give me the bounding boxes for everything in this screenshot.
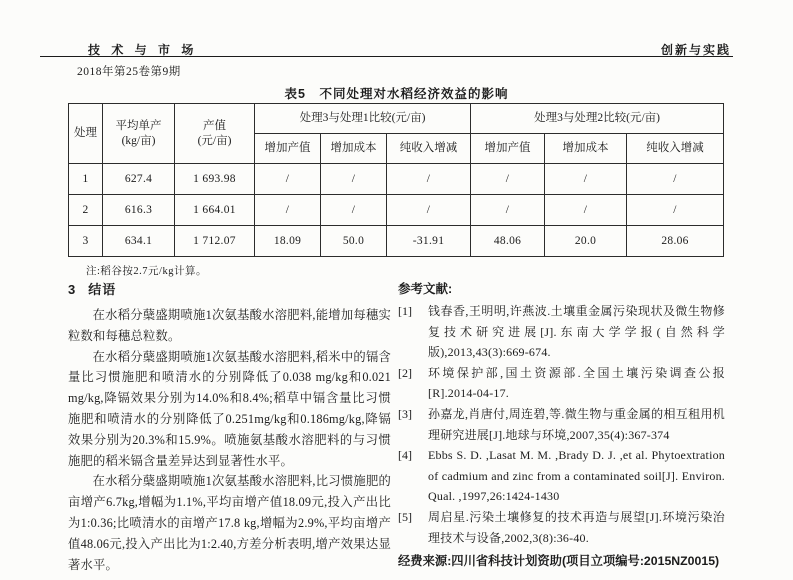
conclusion-heading [68, 279, 391, 298]
reference-item [398, 404, 725, 445]
references-column [398, 279, 725, 580]
cell-added-cost-2: 20.0 [545, 226, 627, 257]
cell-avg-yield: 634.1 [103, 226, 175, 257]
col-header-added-value-2: 增加产值 [471, 134, 545, 164]
cell-added-cost-1: 50.0 [321, 226, 387, 257]
cell-net-income-1: / [387, 164, 471, 195]
reference-text: 孙嘉龙,肖唐付,周连碧,等.微生物与重金属的相互租用机理研究进展[J].地球与环境,2007,35(4):367-374 [428, 406, 725, 442]
reference-text: 钱春香,王明明,许燕波.土壤重金属污染现状及微生物修复技术研究进展[J].东南大学学报(自然科学版),2013,43(3):669-674. [428, 304, 725, 360]
conclusion-heading-text: 结语 [88, 282, 117, 297]
col-header-added-cost-2: 增加成本 [545, 134, 627, 164]
cell-added-value-1: 18.09 [255, 226, 321, 257]
cell-added-value-2: 48.06 [471, 226, 545, 257]
col-header-treatment: 处理 [69, 104, 103, 164]
reference-number: [5] [398, 509, 412, 524]
column-name: 创新与实践 [660, 43, 731, 57]
reference-item [398, 301, 725, 363]
issue-line: 2018年第25卷第9期 [77, 66, 181, 78]
table-row [69, 226, 724, 257]
reference-number: [4] [398, 448, 412, 463]
journal-name: 技 术 与 市 场 [88, 43, 198, 57]
economics-table [68, 103, 724, 257]
cell-output-value: 1 664.01 [175, 195, 255, 226]
cell-added-cost-1: / [321, 164, 387, 195]
funding-note: 经费来源:四川省科技计划资助(项目立项编号:2015NZ0015) [398, 554, 720, 569]
reference-number: [2] [398, 365, 412, 380]
cell-output-value: 1 693.98 [175, 164, 255, 195]
col-header-added-cost-1: 增加成本 [321, 134, 387, 164]
conclusion-paragraph: 在水稻分蘖盛期喷施1次氨基酸水溶肥料,能增加每穗实粒数和每穗总粒数。 [68, 308, 391, 343]
table-row [69, 164, 724, 195]
cell-output-value: 1 712.07 [175, 226, 255, 257]
cell-avg-yield: 616.3 [103, 195, 175, 226]
table-title: 表5 不同处理对水稻经济效益的影响 [284, 87, 509, 101]
conclusion-column [68, 279, 391, 575]
reference-item [398, 445, 725, 507]
cell-added-value-1: / [255, 164, 321, 195]
col-header-net-income-2: 纯收入增减 [627, 134, 724, 164]
table-row [69, 195, 724, 226]
cell-net-income-1: / [387, 195, 471, 226]
header-rule [40, 56, 733, 57]
conclusion-paragraph: 在水稻分蘖盛期喷施1次氨基酸水溶肥料,比习惯施肥的亩增产6.7kg,增幅为1.1%,平均亩增产值18.09元,投入产出比为1:0.36;比喷清水的亩增产17.8 kg,增幅为2.9%,平均亩增产值48.06元,投入产出比为1:2.40,方差分析表明,增产效果达显著水平。 [68, 474, 391, 572]
cell-added-value-2: / [471, 195, 545, 226]
reference-text: 周启星.污染土壤修复的技术再造与展望[J].环境污染治理技术与设备,2002,3(8):36-40. [428, 509, 725, 545]
table-note: 注:稻谷按2.7元/kg计算。 [86, 266, 207, 277]
cell-net-income-2: 28.06 [627, 226, 724, 257]
reference-item [398, 507, 725, 548]
cell-added-value-2: / [471, 164, 545, 195]
cell-treatment: 1 [69, 164, 103, 195]
reference-text: 环境保护部,国土资源部.全国土壤污染调查公报[R].2014-04-17. [428, 365, 725, 401]
col-group-compare-1: 处理3与处理1比较(元/亩) [255, 104, 471, 134]
conclusion-heading-number: 3 [68, 282, 77, 297]
cell-added-value-1: / [255, 195, 321, 226]
cell-net-income-1: -31.91 [387, 226, 471, 257]
references-heading: 参考文献: [398, 282, 453, 296]
col-header-avg-yield-line2: (kg/亩) [121, 134, 156, 147]
col-header-output-value-line1: 产值 [203, 119, 226, 132]
cell-net-income-2: / [627, 195, 724, 226]
col-header-net-income-1: 纯收入增减 [387, 134, 471, 164]
col-header-avg-yield-line1: 平均单产 [115, 119, 162, 132]
cell-net-income-2: / [627, 164, 724, 195]
cell-added-cost-2: / [545, 164, 627, 195]
reference-item [398, 363, 725, 404]
reference-text: Ebbs S. D. ,Lasat M. M. ,Brady D. J. ,et al. Phytoextration of cadmium and zinc from a contaminated soil[J]. Environ. Qual. ,1997,26:1424-1430 [428, 448, 725, 504]
cell-added-cost-2: / [545, 195, 627, 226]
cell-treatment: 2 [69, 195, 103, 226]
cell-avg-yield: 627.4 [103, 164, 175, 195]
col-header-added-value-1: 增加产值 [255, 134, 321, 164]
col-header-output-value-line2: (元/亩) [197, 134, 232, 147]
cell-treatment: 3 [69, 226, 103, 257]
col-header-avg-yield [103, 104, 175, 164]
conclusion-paragraph: 在水稻分蘖盛期喷施1次氨基酸水溶肥料,稻米中的镉含量比习惯施肥和喷清水的分别降低了0.038 mg/kg和0.021 mg/kg,降镉效果分别为14.0%和8.4%;稻草中镉含量比习惯施肥和喷清水的分别降低了0.251mg/kg和0.186mg/kg,降镉效果分别为20.3%和15.9%。喷施氨基酸水溶肥料的与习惯施肥的稻米镉含量差异达到显著性水平。 [68, 349, 391, 468]
reference-number: [3] [398, 406, 412, 421]
col-header-output-value [175, 104, 255, 164]
col-group-compare-2: 处理3与处理2比较(元/亩) [471, 104, 724, 134]
cell-added-cost-1: / [321, 195, 387, 226]
reference-number: [1] [398, 304, 412, 318]
